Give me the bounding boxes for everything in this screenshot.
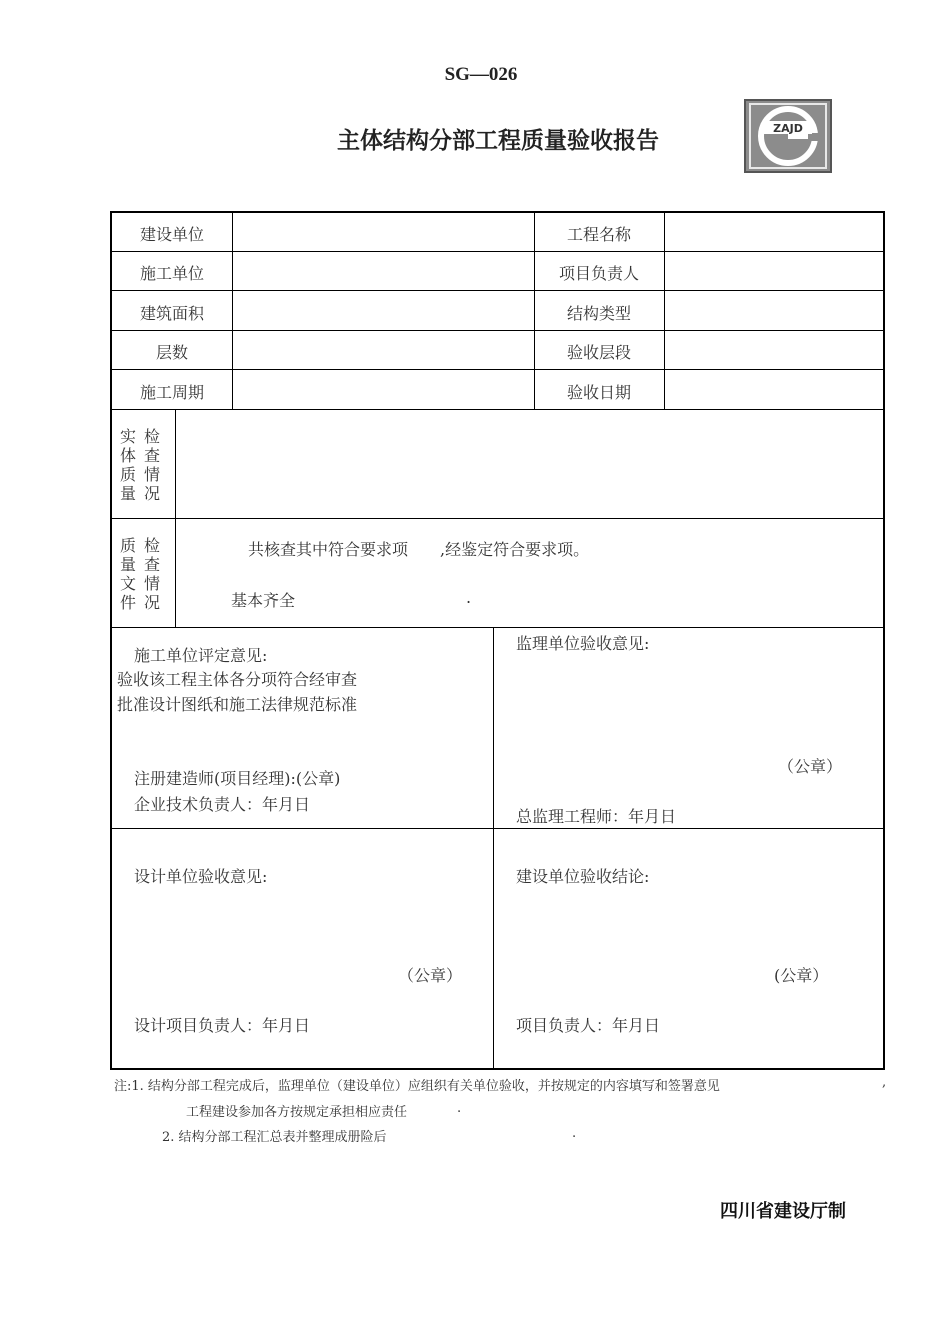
design-opinion-heading: 设计单位验收意见: [134,867,268,886]
note-1-cont-tail: . [457,1101,462,1116]
construction-sign-engineer: 注册建造师(项目经理):(公章) [134,769,341,788]
note-1-tail: , [882,1075,887,1090]
label-structure-type: 结构类型 [566,304,631,323]
note-2-tail: . [572,1126,577,1141]
supervision-sign: 总监理工程师：年月日 [516,807,677,826]
supervision-seal: （公章） [778,757,843,776]
label-acceptance-date: 验收日期 [566,383,631,402]
design-seal: （公章） [398,966,463,985]
note-1: 注:1. 结构分部工程完成后，监理单位（建设单位）应组织有关单位验收，并按规定的内容填写和签署意见 [114,1079,720,1094]
note-1-cont: 工程建设参加各方按规定承担相应责任 [186,1105,408,1120]
label-building-area: 建筑面积 [139,304,204,323]
issuer-footer: 四川省建设厅制 [720,1201,846,1222]
construction-opinion-line1: 验收该工程主体各分项符合经审查 [117,670,358,689]
zajd-logo [744,99,832,173]
label-project-name: 工程名称 [566,225,631,244]
svg-text:ZAJD: ZAJD [773,122,803,135]
form-code: SG—026 [444,64,518,85]
page-title: 主体结构分部工程质量验收报告 [337,128,659,154]
label-construction-period: 施工周期 [139,383,204,402]
doc-completeness: 基本齐全 [231,591,296,610]
label-project-manager: 项目负责人 [558,264,639,283]
doc-check-summary: 共核查其中符合要求项 ,经鉴定符合要求项。 [248,540,590,559]
label-floors: 层数 [155,343,188,362]
label-acceptance-section: 验收层段 [566,343,631,362]
owner-seal: (公章） [774,966,829,985]
entity-quality-label: 实 检 体 查 质 情 量 况 [120,427,161,503]
label-owner: 建设单位 [139,225,204,244]
construction-opinion-heading: 施工单位评定意见: [134,646,268,665]
design-sign: 设计项目负责人：年月日 [134,1016,311,1035]
owner-sign: 项目负责人：年月日 [516,1016,661,1035]
doc-completeness-dot: . [466,588,472,607]
owner-conclusion-heading: 建设单位验收结论: [516,867,650,886]
doc-quality-label: 质 检 量 查 文 情 件 况 [120,536,161,612]
construction-sign-tech: 企业技术负责人：年月日 [134,795,311,814]
construction-opinion-line2: 批准设计图纸和施工法律规范标准 [117,695,358,714]
supervision-opinion-heading: 监理单位验收意见: [516,634,650,653]
note-2: 2. 结构分部工程汇总表并整理成册险后 [162,1130,387,1145]
label-contractor: 施工单位 [139,264,204,283]
